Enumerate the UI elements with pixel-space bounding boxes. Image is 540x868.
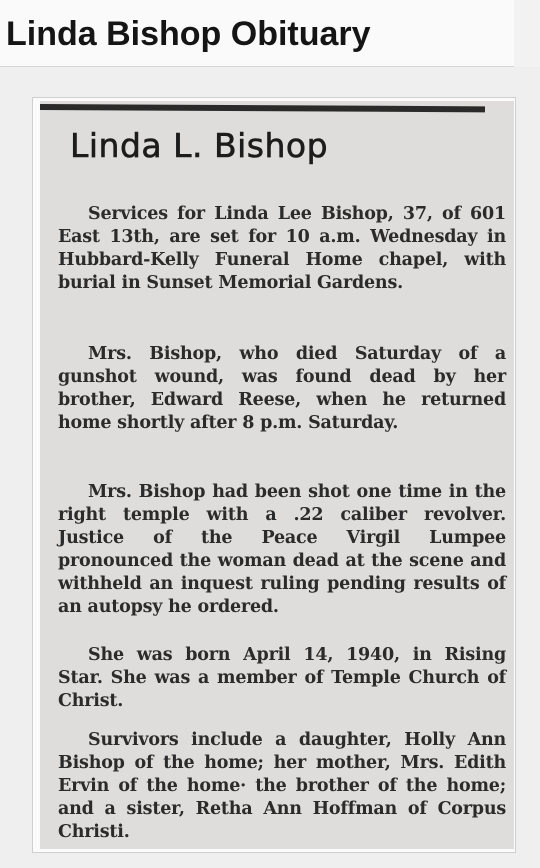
obituary-paragraph: She was born April 14, 1940, in Rising Star. She was a member of Temple Church of Christ. <box>58 644 506 711</box>
obituary-paragraph: Mrs. Bishop, who died Saturday of a gunshot wound, was found dead by her brother, Edward Reese, when he returned home shortly after 8 p.m. Saturday. <box>58 343 506 433</box>
page-header <box>0 0 514 67</box>
column-rule <box>40 104 485 112</box>
obituary-paragraph: Survivors include a daughter, Holly Ann Bishop of the home; her mother, Mrs. Edith Ervin of the home· the brother of the home; and a sister, Retha Ann Hoffman of Corpus Christi. <box>58 729 506 842</box>
obituary-paragraph: Mrs. Bishop had been shot one time in the right temple with a .22 caliber revolver. Justice of the Peace Virgil Lumpee pronounced the woman dead at the scene and withheld an inquest ruling pending results of an autopsy he ordered. <box>58 481 506 617</box>
obituary-paragraph: Services for Linda Lee Bishop, 37, of 601 East 13th, are set for 10 a.m. Wednesday in Hubbard-Kelly Funeral Home chapel, with burial in Sunset Memorial Gardens. <box>58 203 506 293</box>
obituary-headline: Linda L. Bishop <box>70 126 329 165</box>
page-title: Linda Bishop Obituary <box>6 15 371 53</box>
newspaper-clipping-image <box>40 101 514 849</box>
